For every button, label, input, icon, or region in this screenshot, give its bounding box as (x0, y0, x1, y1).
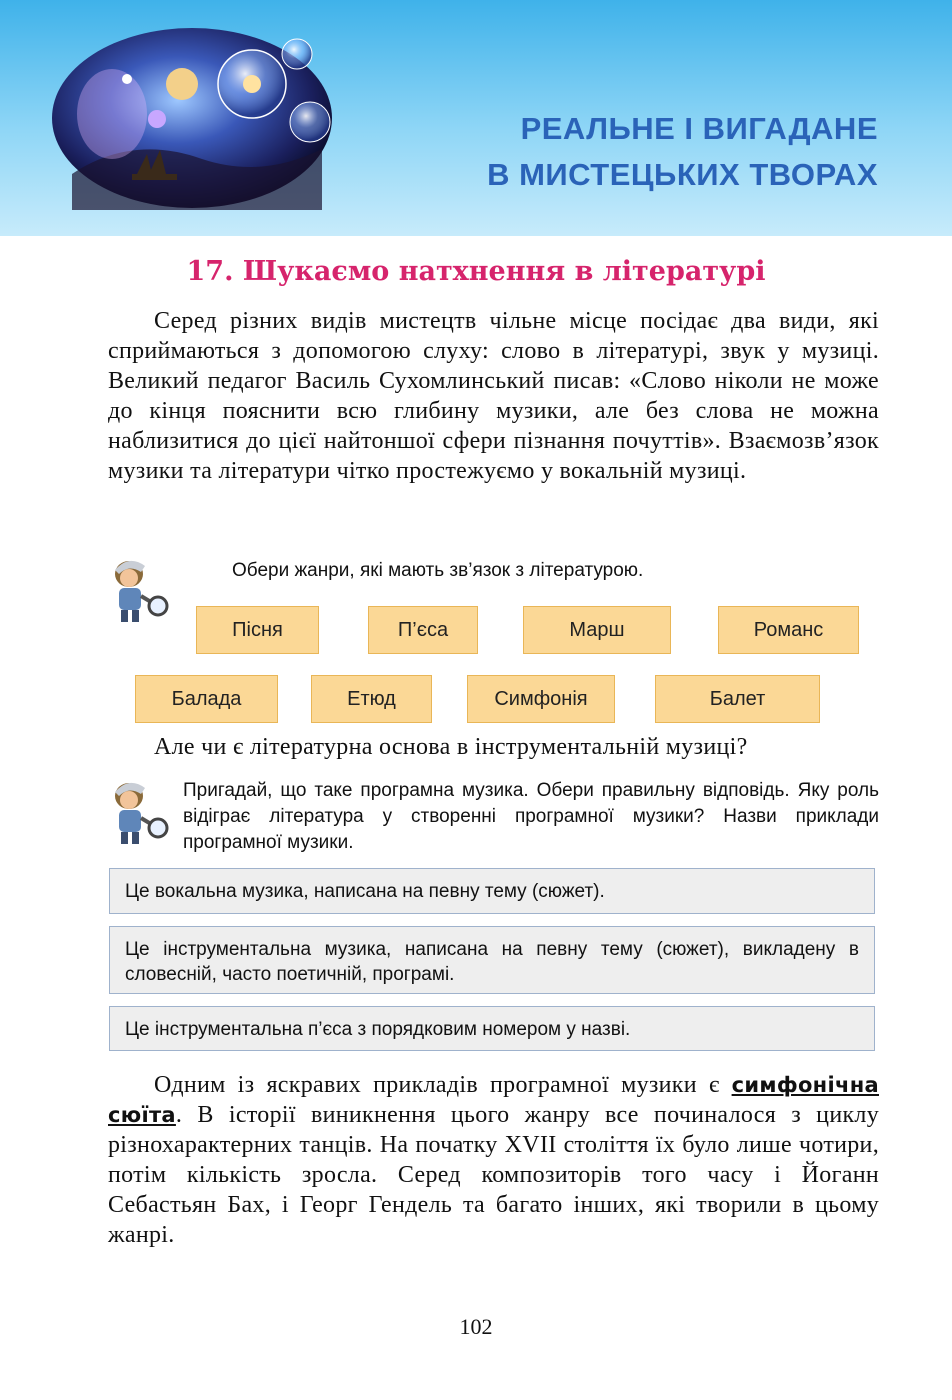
question-text: Але чи є літературна основа в інструментальній музиці? (154, 734, 748, 760)
cosmos-illustration (52, 24, 342, 210)
chapter-title-line1: РЕАЛЬНЕ І ВИГАДАНЕ (520, 111, 878, 146)
genre-option-symphony[interactable]: Симфонія (467, 675, 615, 723)
task2-instruction: Пригадай, що таке програмна музика. Обери правильну відповідь. Яку роль відіграє література у створенні програмної музики? Назви приклади програмної музики. (183, 780, 879, 853)
genre-option-ballad[interactable]: Балада (135, 675, 278, 723)
detective-mascot-icon (107, 552, 169, 624)
chapter-header (0, 0, 952, 236)
answer-option-3[interactable]: Це інструментальна п’єса з порядковим номером у назві. (109, 1006, 875, 1051)
lesson-title: 17. Шукаємо натхнення в літературі (186, 256, 766, 287)
page-number: 102 (459, 1314, 493, 1339)
genre-option-ballet[interactable]: Балет (655, 675, 820, 723)
answer-option-1[interactable]: Це вокальна музика, написана на певну тему (сюжет). (109, 868, 875, 914)
genre-option-march[interactable]: Марш (523, 606, 671, 654)
genre-option-romance[interactable]: Романс (718, 606, 859, 654)
closing-text-start: Одним із яскравих прикладів програмної музики є (154, 1072, 732, 1098)
closing-paragraph (108, 1070, 879, 1250)
genre-option-song[interactable]: Пісня (196, 606, 319, 654)
intro-paragraph-text: Серед різних видів мистецтв чільне місце посідає два види, які сприймаються з допомогою слуху: слово в літературі, звук у музиці. Великий педагог Василь Сухомлинський писав: «Слово ніколи не може до кінця пояснити всю глибину музики, але без слова не можна наблизитися до цієї найтоншої сфери пізнання почуттів». Взаємозв’язок музики та літератури чітко простежуємо у вокальній музиці. (108, 308, 879, 484)
answer-option-2[interactable]: Це інструментальна музика, написана на певну тему (сюжет), викладену в словесній, часто поетичній, програмі. (109, 926, 875, 994)
chapter-title (487, 106, 878, 198)
genre-option-etude[interactable]: Етюд (311, 675, 432, 723)
intro-paragraph (108, 306, 879, 486)
closing-text-end: . В історії виникнення цього жанру все починалося з циклу різнохарактерних танців. На початку XVII століття їх було лише чотири, потім кількість зросла. Серед композиторів того часу і Йоганн Себастьян Бах, і Георг Гендель та багато інших, які творили в цьому жанрі. (108, 1102, 879, 1248)
task1-instruction: Обери жанри, які мають зв’язок з літературою. (232, 560, 644, 581)
detective-mascot-icon (107, 774, 169, 846)
chapter-title-line2: В МИСТЕЦЬКИХ ТВОРАХ (487, 157, 878, 192)
genre-option-play[interactable]: П’єса (368, 606, 478, 654)
term-symphonic-suite: симфонічна сюїта (108, 1073, 879, 1127)
